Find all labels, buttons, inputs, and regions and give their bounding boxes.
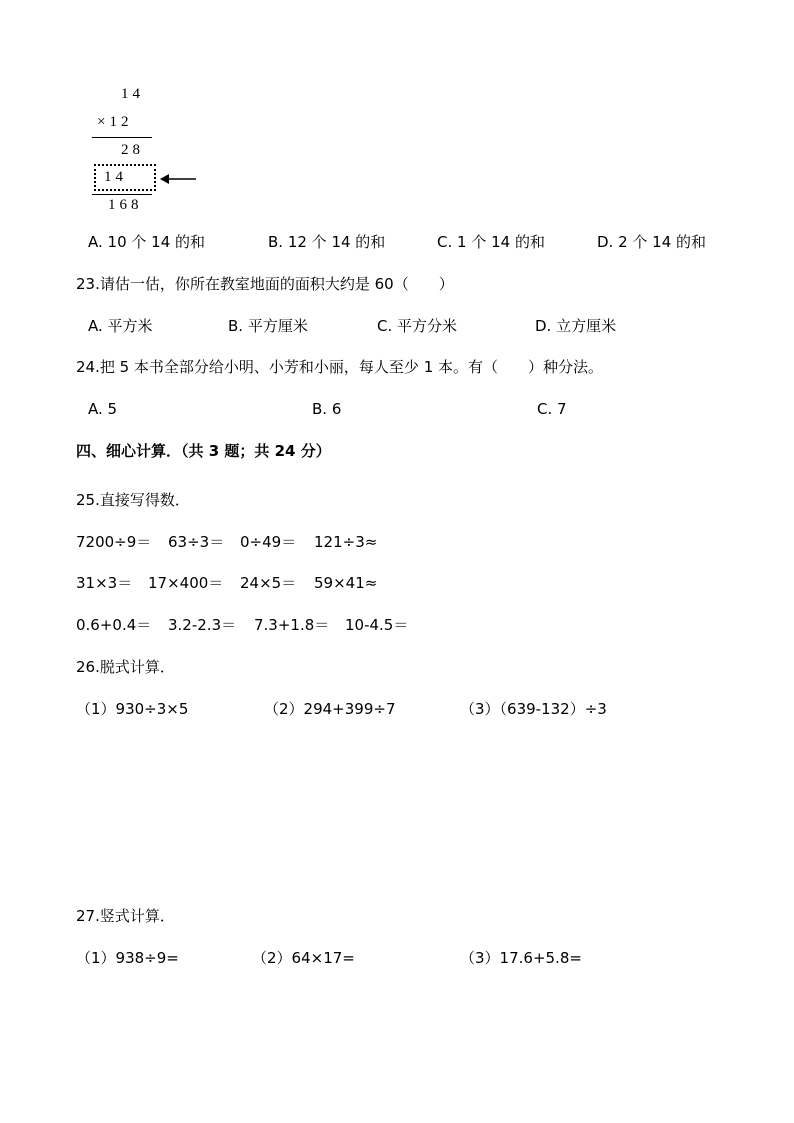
q25-item: 3.2-2.3＝ xyxy=(168,616,237,634)
q25-item: 0.6+0.4＝ xyxy=(76,616,152,634)
partial-product-1: 28 xyxy=(121,142,144,158)
q25-item: 59×41≈ xyxy=(314,574,378,592)
partial-product-2: 14 xyxy=(104,169,127,185)
q24-question: 24.把 5 本书全部分给小明、小芳和小丽，每人至少 1 本。有（ ）种分法。 xyxy=(76,358,604,376)
q26-question: 26.脱式计算． xyxy=(76,658,175,676)
q26-item-2: （2）294+399÷7 xyxy=(264,700,396,718)
q23-option-b: B. 平方厘米 xyxy=(228,317,308,335)
q27-item-2: （2）64×17= xyxy=(252,949,355,967)
q27-item-3: （3）17.6+5.8= xyxy=(460,949,582,967)
product-line-2 xyxy=(92,194,152,195)
q23-question: 23.请估一估，你所在教室地面的面积大约是 60（ ） xyxy=(76,275,454,293)
q23-option-d: D. 立方厘米 xyxy=(535,317,617,335)
section-heading: 四、细心计算．（共 3 题；共 24 分） xyxy=(76,442,331,460)
q25-item: 17×400＝ xyxy=(148,574,224,592)
q26-item-1: （1）930÷3×5 xyxy=(76,700,189,718)
q25-item: 7200÷9＝ xyxy=(76,533,152,551)
product-result: 168 xyxy=(108,197,143,213)
q24-option-c: C. 7 xyxy=(537,400,567,418)
product-line-1 xyxy=(92,137,152,138)
q25-item: 10-4.5＝ xyxy=(345,616,409,634)
q25-item: 24×5＝ xyxy=(240,574,297,592)
arrow-left-icon xyxy=(160,172,198,186)
q25-item: 7.3+1.8＝ xyxy=(254,616,330,634)
q23-option-c: C. 平方分米 xyxy=(377,317,458,335)
q22-option-a: A. 10 个 14 的和 xyxy=(88,233,206,251)
q24-option-b: B. 6 xyxy=(312,400,342,418)
q25-item: 121÷3≈ xyxy=(314,533,378,551)
q24-option-a: A. 5 xyxy=(88,400,118,418)
q22-option-c: C. 1 个 14 的和 xyxy=(437,233,545,251)
q26-item-3: （3）（639-132）÷3 xyxy=(460,700,607,718)
q22-option-d: D. 2 个 14 的和 xyxy=(597,233,707,251)
multiplier: ×12 xyxy=(97,114,133,130)
q25-item: 63÷3＝ xyxy=(168,533,225,551)
multiplicand: 14 xyxy=(121,86,144,102)
q27-item-1: （1）938÷9= xyxy=(76,949,179,967)
q25-item: 31×3＝ xyxy=(76,574,133,592)
q23-option-a: A. 平方米 xyxy=(88,317,153,335)
q25-question: 25.直接写得数． xyxy=(76,491,190,509)
q27-question: 27.竖式计算． xyxy=(76,907,175,925)
q25-item: 0÷49＝ xyxy=(240,533,297,551)
q22-option-b: B. 12 个 14 的和 xyxy=(268,233,386,251)
